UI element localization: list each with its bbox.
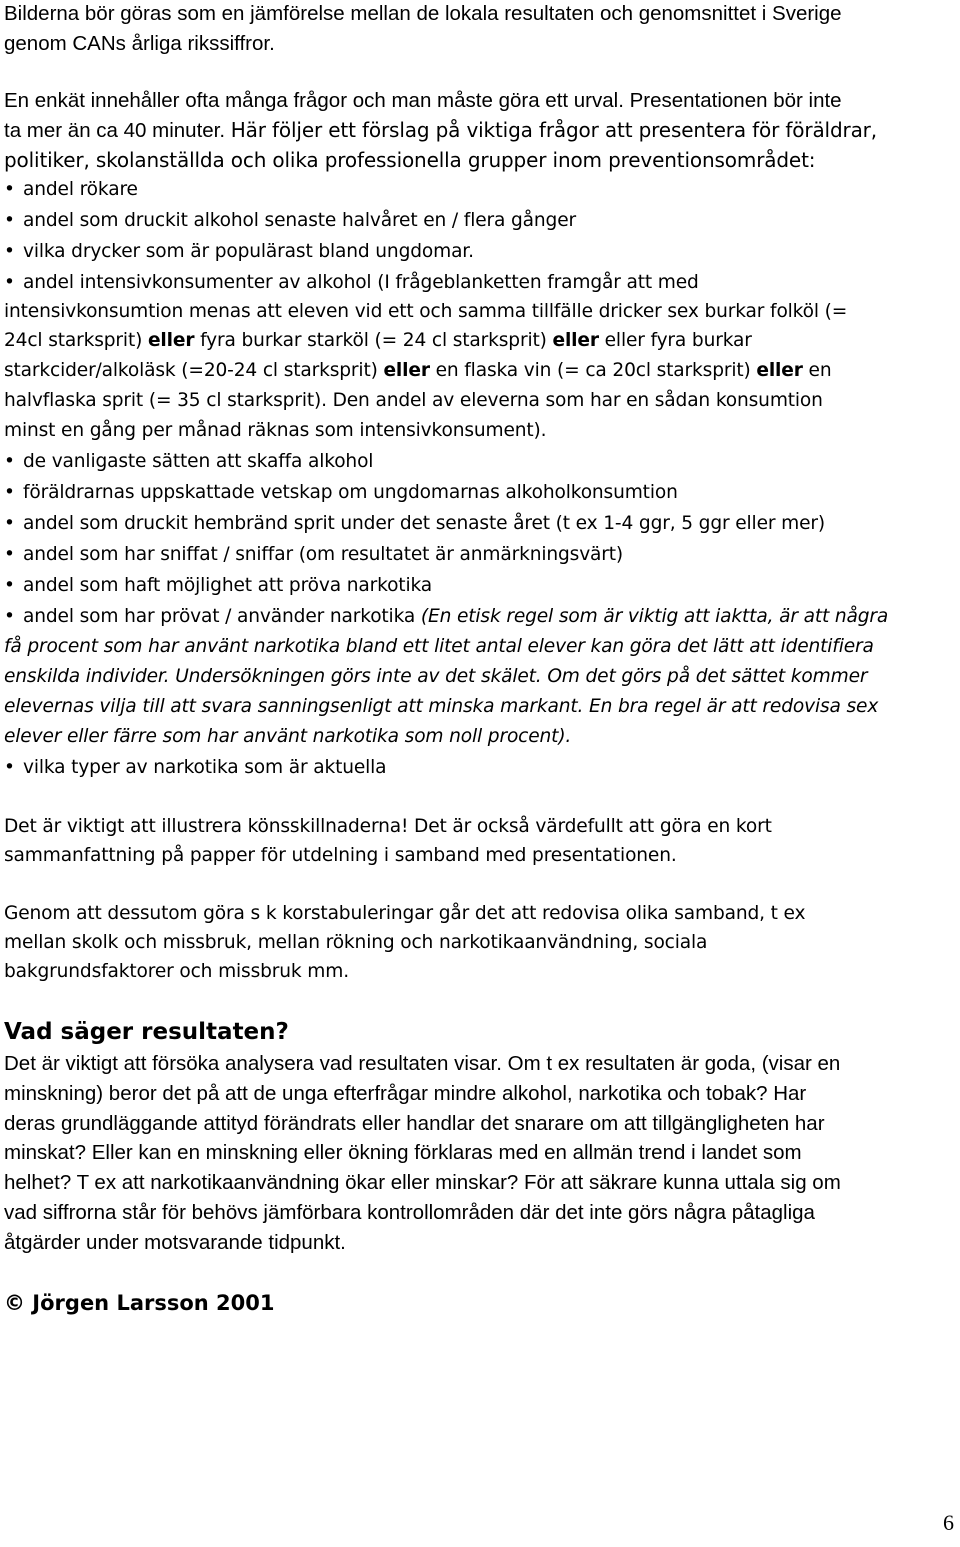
paragraph-2-line-1: Det är viktigt att illustrera könsskillnaderna! Det är också värdefullt att göra en kort (4, 816, 772, 837)
list-item-10 (4, 602, 888, 632)
emphasis-eller: eller (383, 360, 430, 381)
text-fragment: starkcider/alkoläsk (=20-24 cl starksprit) (4, 360, 384, 381)
list-item-5 (4, 447, 373, 477)
section-line-1: Det är viktigt att försöka analysera vad resultaten visar. Om t ex resultaten är goda, (visar en (4, 1052, 841, 1075)
list-item-9 (4, 571, 432, 601)
section-heading: Vad säger resultaten? (4, 1019, 289, 1045)
list-item-4 (4, 268, 699, 298)
section-line-4: minskat? Eller kan en minskning eller ökning förklaras med en allmän trend i landet som (4, 1141, 802, 1164)
intro-line-4 (4, 115, 877, 146)
emphasis-eller: eller (552, 330, 599, 351)
section-line-7: åtgärder under motsvarande tidpunkt. (4, 1231, 346, 1254)
section-line-2: minskning) beror det på att de unga efterfrågar mindre alkohol, narkotika och tobak? Har (4, 1082, 807, 1105)
list-item-4-line-2: intensivkonsumtion menas att eleven vid ett och samma tillfälle dricker sex burkar folköl (= (4, 301, 848, 322)
bullet-icon: • (4, 210, 15, 231)
bullet-icon: • (4, 606, 15, 627)
bullet-icon: • (4, 575, 15, 596)
emphasis-eller: eller (147, 330, 195, 351)
paragraph-3-line-2: mellan skolk och missbruk, mellan rökning och narkotikaanvändning, sociala (4, 932, 708, 953)
text-fragment: en flaska vin (= ca 20cl starksprit) (429, 360, 757, 381)
intro-line-4b: Här följer ett förslag på viktiga frågor att presentera för föräldrar, (230, 118, 877, 142)
intro-line-2: genom CANs årliga rikssiffror. (4, 32, 275, 55)
section-line-5: helhet? T ex att narkotikaanvändning ökar eller minskar? För att säkrare kunna uttala sig om (4, 1171, 841, 1194)
text-fragment: en (802, 360, 832, 381)
intro-line-4a: ta mer än ca 40 minuter. (4, 119, 231, 142)
intro-line-1: Bilderna bör göras som en jämförelse mellan de lokala resultaten och genomsnittet i Sverige (4, 2, 842, 25)
list-item-4-line-5: halvflaska sprit (= 35 cl starksprit). Den andel av eleverna som har en sådan konsumtion (4, 390, 823, 411)
bullet-icon: • (4, 241, 15, 262)
list-item-6 (4, 478, 678, 508)
list-item-1-text: andel rökare (23, 179, 138, 200)
list-item-7-text: andel som druckit hembränd sprit under det senaste året (t ex 1-4 ggr, 5 ggr eller mer) (23, 513, 825, 534)
list-item-3-text: vilka drycker som är populärast bland ungdomar. (23, 241, 474, 262)
text-fragment: fyra burkar starköl (= 24 cl starksprit) (194, 330, 553, 351)
copyright: © Jörgen Larsson 2001 (4, 1291, 275, 1315)
list-item-1 (4, 175, 138, 205)
list-item-4-line-6: minst en gång per månad räknas som intensivkonsument). (4, 420, 547, 441)
list-item-9-text: andel som haft möjlighet att pröva narkotika (23, 575, 432, 596)
section-line-6: vad siffrorna står för behövs jämförbara kontrollområden där det inte görs några påtagliga (4, 1201, 815, 1224)
text-fragment: eller fyra burkar (598, 330, 752, 351)
paragraph-3-line-1: Genom att dessutom göra s k korstabuleringar går det att redovisa olika samband, t ex (4, 903, 806, 924)
intro-line-5: politiker, skolanställda och olika professionella grupper inom preventionsområdet: (4, 148, 816, 172)
paragraph-2-line-2: sammanfattning på papper för utdelning i samband med presentationen. (4, 845, 677, 866)
bullet-icon: • (4, 513, 15, 534)
emphasis-eller: eller (756, 360, 803, 381)
bullet-icon: • (4, 482, 15, 503)
list-item-2 (4, 206, 576, 236)
paragraph-3-line-3: bakgrundsfaktorer och missbruk mm. (4, 961, 349, 982)
text-fragment: 24cl starksprit) (4, 330, 148, 351)
list-item-10-line-3: enskilda individer. Undersökningen görs inte av det skälet. Om det görs på det sättet kommer (4, 666, 868, 687)
bullet-icon: • (4, 757, 15, 778)
list-item-4-line-4 (4, 356, 831, 386)
list-item-10-line-2: få procent som har använt narkotika bland ett litet antal elever kan göra det lätt att identifiera (4, 636, 874, 657)
intro-line-3: En enkät innehåller ofta många frågor och man måste göra ett urval. Presentationen bör inte (4, 89, 842, 112)
list-item-8 (4, 540, 623, 570)
section-line-3: deras grundläggande attityd förändrats eller handlar det snarare om att tillgängligheten har (4, 1112, 825, 1135)
list-item-8-text: andel som har sniffat / sniffar (om resultatet är anmärkningsvärt) (23, 544, 624, 565)
page-number: 6 (943, 1510, 954, 1535)
bullet-icon: • (4, 272, 15, 293)
list-item-2-text: andel som druckit alkohol senaste halvåret en / flera gånger (23, 210, 576, 231)
bullet-icon: • (4, 544, 15, 565)
list-item-10-line-5: elever eller färre som har använt narkotika som noll procent). (4, 726, 572, 747)
list-item-10-note: (En etisk regel som är viktig att iaktta, är att några (420, 606, 889, 627)
list-item-3 (4, 237, 474, 267)
bullet-icon: • (4, 179, 15, 200)
list-item-6-text: föräldrarnas uppskattade vetskap om ungdomarnas alkoholkonsumtion (23, 482, 678, 503)
list-item-10-text: andel som har prövat / använder narkotika (23, 606, 421, 627)
list-item-7 (4, 509, 825, 539)
list-item-10-line-4: elevernas vilja till att svara sanningsenligt att minska markant. En bra regel är att redovisa sex (4, 696, 879, 717)
list-item-11-text: vilka typer av narkotika som är aktuella (23, 757, 387, 778)
list-item-4-line-3 (4, 326, 752, 356)
list-item-4-text: andel intensivkonsumenter av alkohol (I frågeblanketten framgår att med (23, 272, 699, 293)
list-item-5-text: de vanligaste sätten att skaffa alkohol (23, 451, 374, 472)
bullet-icon: • (4, 451, 15, 472)
list-item-11 (4, 753, 386, 783)
